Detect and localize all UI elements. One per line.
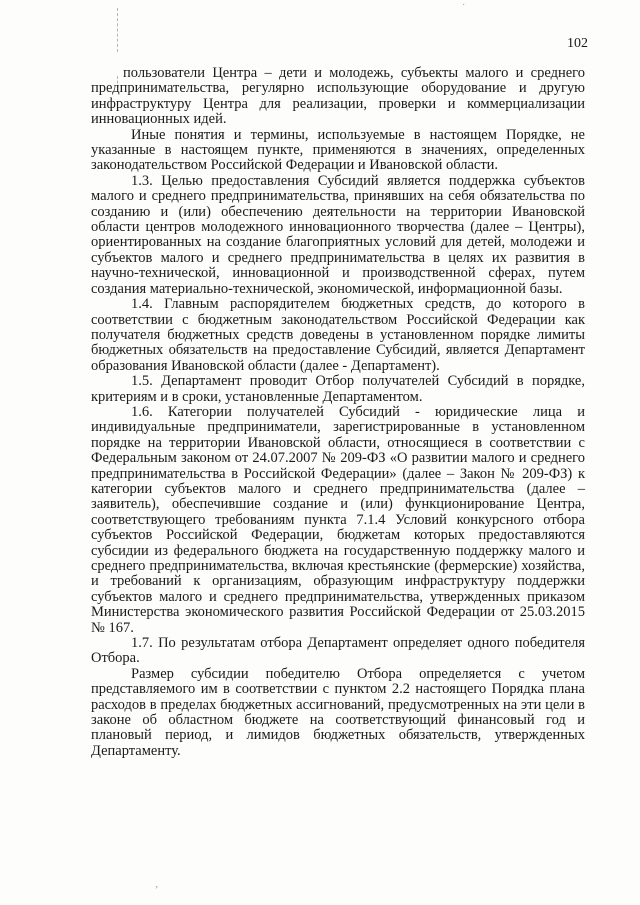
- binding-margin-mark: [117, 8, 118, 52]
- paragraph-1-4: 1.4. Главным распорядителем бюджетных средств, до которого в соответствии с бюджетным законодательством Российской Федерации как получателя бюджетных средств доведены в установленном порядке лимиты бюджетных обязательств на предоставление Субсидий, является Департамент образования Ивановской области (далее - Департамент).: [91, 296, 585, 374]
- document-body: [91, 66, 585, 759]
- paragraph-other-terms: Иные понятия и термины, используемые в настоящем Порядке, не указанные в настоящем пункте, применяются в значениях, определенных законодательством Российской Федерации и Ивановской области.: [91, 126, 585, 174]
- paragraph-center-users: пользователи Центра – дети и молодежь, субъекты малого и среднего предпринимательства, регулярно использующие оборудование и другую инфраструктуру Центра для реализации, проверки и коммерциализации инновационных идей.: [91, 65, 585, 128]
- paragraph-subsidy-amount: Размер субсидии победителю Отбора определяется с учетом представляемого им в соответствии с пунктом 2.2 настоящего Порядка плана расходов в пределах бюджетных ассигнований, предусмотренных на эти цели в законе об областном бюджете на соответствующий финансовый год и плановый период, и лимидов бюджетных обязательств, утвержденных Департаменту.: [91, 665, 585, 759]
- page-number: 102: [567, 36, 588, 51]
- paragraph-1-6: 1.6. Категории получателей Субсидий - юридические лица и индивидуальные предприниматели, зарегистрированные в установленном порядке на территории Ивановской области, относящиеся в соответствии с Федеральным законом от 24.07.2007 № 209-ФЗ «О развитии малого и среднего предпринимательства в Российской Федерации» (далее – Закон № 209-ФЗ) к категории субъектов малого и среднего предпринимательства (далее – заявитель), обеспечившие создание и (или) функционирование Центра, соответствующего требованиям пункта 7.1.4 Условий конкурсного отбора субъектов Российской Федерации, бюджетам которых предоставляются субсидии из федерального бюджета на государственную поддержку малого и среднего предпринимательства, включая крестьянские (фермерские) хозяйства, и требований к организациям, образующим инфраструктуру поддержки субъектов малого и среднего предпринимательства, утвержденных приказом Министерства экономического развития Российской Федерации от 25.03.2015 № 167.: [91, 403, 585, 636]
- paragraph-1-7: 1.7. По результатам отбора Департамент определяет одного победителя Отбора.: [91, 635, 585, 667]
- scan-speck: ˙: [462, 3, 466, 14]
- paragraph-1-3: 1.3. Целью предоставления Субсидий является поддержка субъектов малого и среднего предпринимательства, принявших на себя обязательства по созданию и (или) обеспечению деятельности на территории Ивановской области центров молодежного инновационного творчества (далее – Центры), ориентированных на создание благоприятных условий для детей, молодежи и субъектов малого и среднего предпринимательства в целях их развития в научно-технической, инновационной и производственной сферах, путем создания материально-технической, экономической, информационной базы.: [91, 172, 585, 297]
- scan-speck: ’: [155, 885, 159, 896]
- paragraph-1-5: 1.5. Департамент проводит Отбор получателей Субсидий в порядке, критериям и в сроки, установленные Департаментом.: [91, 373, 585, 405]
